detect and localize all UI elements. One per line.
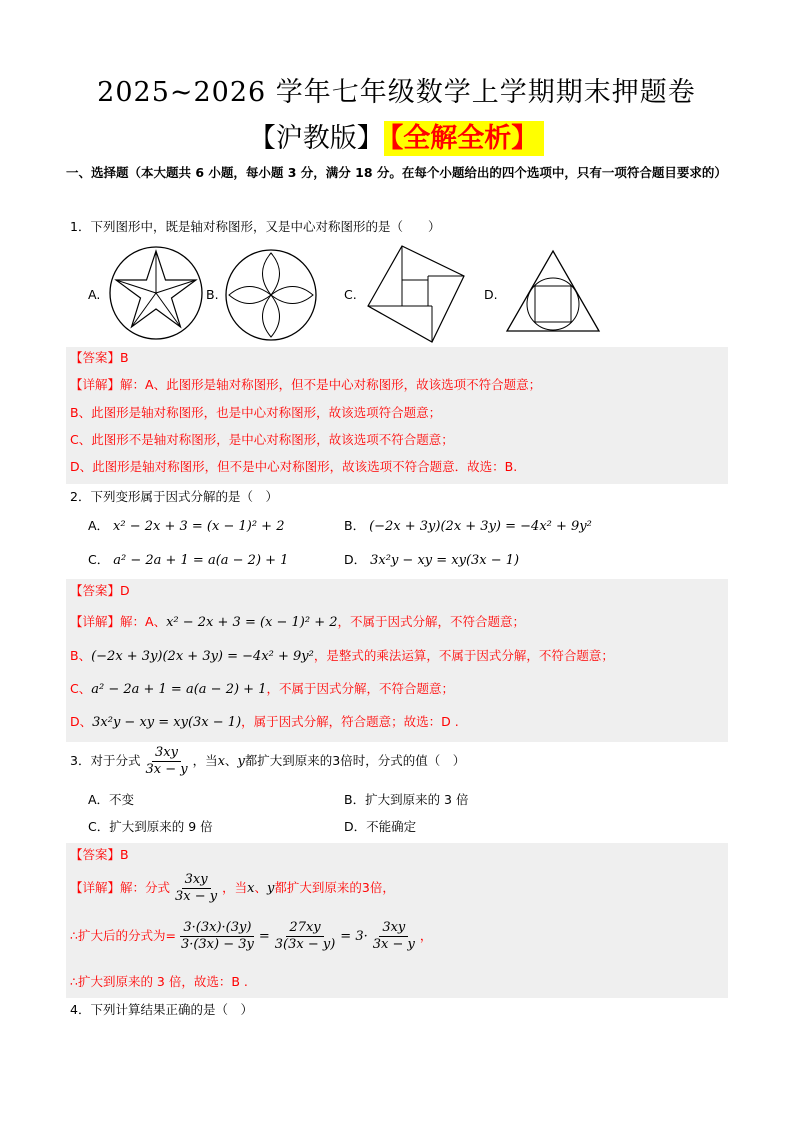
page-title: 2025~2026 学年七年级数学上学期期末押题卷 [97, 77, 696, 108]
q2-answer: 【答案】D [70, 583, 130, 598]
q1-figure-c-square-windmill [366, 244, 466, 344]
q2-option-c: C． a² − 2a + 1 = a(a − 2) + 1 [88, 552, 289, 568]
q1-label-b: B. [206, 287, 219, 302]
edition-label: 【沪教版】 [248, 123, 384, 154]
q2-stem: 2．下列变形属于因式分解的是（ ） [70, 489, 278, 504]
badge-full-solution: 【全解全析】 [384, 121, 545, 156]
q2-option-d: D． 3x²y − xy = xy(3x − 1) [344, 552, 520, 568]
q3-detail-3: ∴扩大到原来的 3 倍，故选：B . [70, 974, 248, 989]
q3-option-d: D．不能确定 [344, 819, 417, 834]
q1-figure-a-star [108, 245, 204, 341]
q1-stem: 1．下列图形中，既是轴对称图形，又是中心对称图形的是（ ） [70, 219, 441, 234]
q1-label-a: A. [88, 287, 101, 302]
section-heading: 一、选择题（本大题共 6 小题，每小题 3 分，满分 18 分。在每个小题给出的四个选项中，只有一项符合题目要求的） [66, 165, 727, 180]
q1-detail-2: B、此图形是轴对称图形，也是中心对称图形，故该选项符合题意； [70, 405, 442, 420]
q1-figure-b-flower [224, 248, 318, 342]
q2-option-a: A． x² − 2x + 3 = (x − 1)² + 2 [88, 518, 285, 534]
q2-detail-2: B、(−2x + 3y)(2x + 3y) = −4x² + 9y²，是整式的乘法运算，不属于因式分解，不符合题意； [70, 648, 614, 664]
q2-detail-1: 【详解】解：A、x² − 2x + 3 = (x − 1)² + 2，不属于因式分解，不符合题意； [70, 614, 526, 630]
q3-detail-2: ∴扩大后的分式为= $\frac{3\cdot(3x)\cdot(3y)}{3\cdot(3x) - 3y}$ = $\frac{27xy}{3(3x - y)}$ = 3· $\frac{3xy}{3x - y}$ ， [70, 920, 433, 952]
q1-detail-1: 【详解】解：A、此图形是轴对称图形，但不是中心对称图形，故该选项不符合题意； [70, 377, 542, 392]
q3-detail-1: 【详解】解：分式 $\frac{3xy}{3x - y}$ ，当x、y都扩大到原来的3倍， [70, 872, 395, 904]
q3-option-b: B．扩大到原来的 3 倍 [344, 792, 469, 807]
q1-label-d: D. [484, 287, 498, 302]
q1-answer: 【答案】B [70, 350, 129, 365]
q1-detail-3: C、此图形不是轴对称图形，是中心对称图形，故该选项不符合题意； [70, 432, 454, 447]
q3-answer: 【答案】B [70, 847, 129, 862]
q3-option-a: A．不变 [88, 792, 135, 807]
q1-detail-4: D、此图形是轴对称图形，但不是中心对称图形，故该选项不符合题意．故选：B. [70, 459, 518, 474]
q3-stem: 3．对于分式 $\frac{3xy}{3x - y}$ ，当x、y都扩大到原来的3倍时，分式的值（ ） [70, 745, 466, 777]
q3-option-c: C．扩大到原来的 9 倍 [88, 819, 213, 834]
q2-detail-3: C、a² − 2a + 1 = a(a − 2) + 1，不属于因式分解，不符合题意； [70, 681, 454, 697]
q2-detail-4: D、3x²y − xy = xy(3x − 1)，属于因式分解，符合题意；故选：D . [70, 714, 459, 730]
q4-stem: 4．下列计算结果正确的是（ ） [70, 1002, 253, 1017]
q1-label-c: C. [344, 287, 357, 302]
q1-figure-d-triangle [506, 250, 600, 332]
subtitle-row [0, 116, 793, 155]
q2-option-b: B． (−2x + 3y)(2x + 3y) = −4x² + 9y² [344, 518, 592, 534]
